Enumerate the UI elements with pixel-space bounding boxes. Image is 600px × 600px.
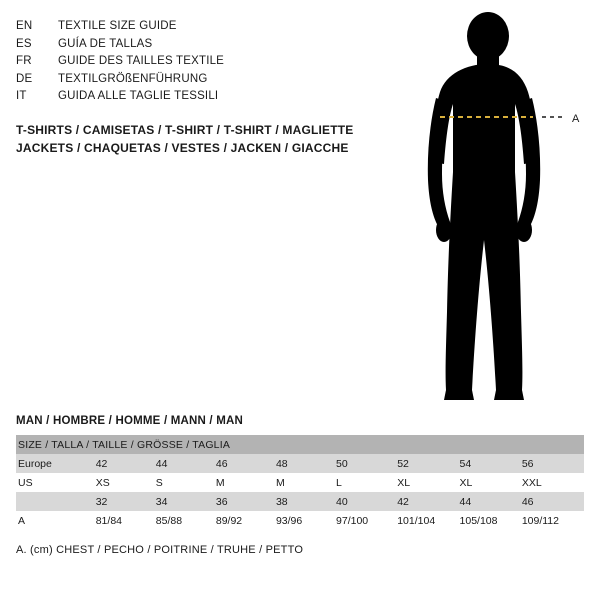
language-code-en: EN: [16, 20, 33, 32]
language-code-de: DE: [16, 72, 33, 85]
cell-europe-2: 44: [156, 454, 216, 473]
cell-a-2: 85/88: [156, 511, 216, 530]
cell-us-6: XL: [397, 473, 459, 492]
table-section-title: MAN / HOMBRE / HOMME / MANN / MAN: [16, 415, 244, 427]
cell-us-4: M: [276, 473, 336, 492]
cell-us-8: XXL: [522, 473, 584, 492]
cell-us-2: S: [156, 473, 216, 492]
cell-a-5: 97/100: [336, 511, 397, 530]
cell-a-1: 81/84: [96, 511, 156, 530]
size-table: [16, 435, 584, 530]
cell-numeric-8: 46: [522, 492, 584, 511]
language-text-es: GUÍA DE TALLAS: [58, 37, 153, 50]
cell-europe-4: 48: [276, 454, 336, 473]
language-text-fr: GUIDE DES TAILLES TEXTILE: [58, 55, 225, 67]
cell-numeric-1: 32: [96, 492, 156, 511]
cell-a-7: 105/108: [460, 511, 522, 530]
language-text-en: TEXTILE SIZE GUIDE: [58, 20, 177, 32]
language-text-it: GUIDA ALLE TAGLIE TESSILI: [58, 90, 219, 102]
language-code-it: IT: [16, 90, 27, 102]
row-label-numeric: [16, 492, 96, 511]
cell-us-1: XS: [96, 473, 156, 492]
cell-numeric-7: 44: [460, 492, 522, 511]
table-footnote: A. (cm) CHEST / PECHO / POITRINE / TRUHE / PETTO: [16, 544, 304, 556]
cell-a-4: 93/96: [276, 511, 336, 530]
size-table-section: [16, 415, 584, 556]
category-jackets: JACKETS / CHAQUETAS / VESTES / JACKEN / GIACCHE: [16, 141, 349, 155]
cell-a-6: 101/104: [397, 511, 459, 530]
cell-a-8: 109/112: [522, 511, 584, 530]
cell-numeric-3: 36: [216, 492, 276, 511]
cell-us-3: M: [216, 473, 276, 492]
table-row: [16, 492, 584, 511]
cell-numeric-6: 42: [397, 492, 459, 511]
table-row: [16, 473, 584, 492]
cell-numeric-2: 34: [156, 492, 216, 511]
table-header-label: SIZE / TALLA / TAILLE / GRÖSSE / TAGLIA: [16, 435, 584, 454]
male-figure-illustration: [400, 12, 590, 402]
cell-europe-1: 42: [96, 454, 156, 473]
cell-us-5: L: [336, 473, 397, 492]
category-tshirts: T-SHIRTS / CAMISETAS / T-SHIRT / T-SHIRT / MAGLIETTE: [16, 122, 354, 137]
table-row: [16, 454, 584, 473]
cell-europe-7: 54: [460, 454, 522, 473]
cell-a-3: 89/92: [216, 511, 276, 530]
cell-europe-8: 56: [522, 454, 584, 473]
row-label-europe: Europe: [16, 454, 96, 473]
cell-numeric-4: 38: [276, 492, 336, 511]
cell-us-7: XL: [460, 473, 522, 492]
table-row: [16, 511, 584, 530]
cell-europe-6: 52: [397, 454, 459, 473]
cell-europe-5: 50: [336, 454, 397, 473]
row-label-a: A: [16, 511, 96, 530]
cell-numeric-5: 40: [336, 492, 397, 511]
chest-measure-label: A: [572, 113, 580, 125]
row-label-us: US: [16, 473, 96, 492]
cell-europe-3: 46: [216, 454, 276, 473]
table-header-row: [16, 435, 584, 454]
language-code-fr: FR: [16, 55, 32, 67]
language-text-de: TEXTILGRÖßENFÜHRUNG: [58, 72, 208, 85]
language-code-es: ES: [16, 37, 32, 50]
figure-silhouette-icon: [400, 12, 590, 402]
